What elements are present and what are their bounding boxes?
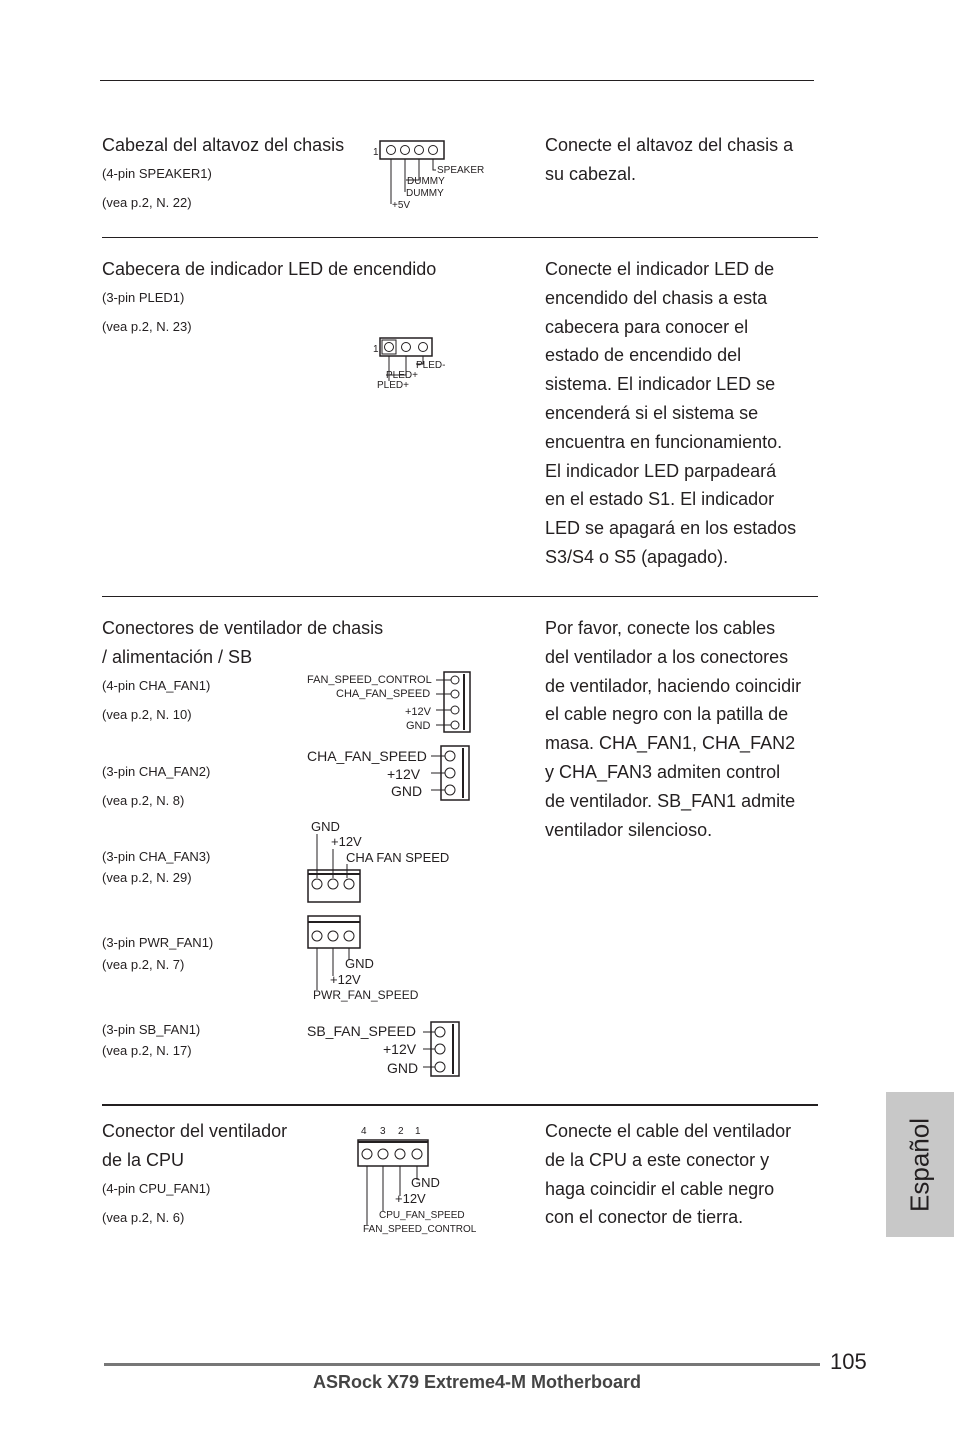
svg-text:DUMMY: DUMMY [407, 176, 445, 187]
pwr-fan1-pin: (3-pin PWR_FAN1) [102, 935, 214, 950]
svg-text:+12V: +12V [331, 834, 362, 849]
cha-fan2-ref: (vea p.2, N. 8) [102, 793, 185, 808]
cha-fan3-pin: (3-pin CHA_FAN3) [102, 849, 211, 864]
top-rule [100, 80, 814, 81]
pled-pin: (3-pin PLED1) [102, 290, 185, 305]
svg-text:DUMMY: DUMMY [406, 188, 444, 199]
cha-fan3-diagram [305, 818, 465, 906]
cpu-fan-diagram [355, 1122, 490, 1238]
speaker-header-diagram [370, 135, 490, 215]
svg-text:1: 1 [415, 1126, 421, 1137]
speaker-desc: Conecte el altavoz del chasis a su cabezal. [545, 135, 794, 184]
svg-text:GND: GND [311, 819, 340, 834]
sb-fan1-diagram [305, 1018, 470, 1080]
divider-2 [102, 596, 818, 597]
footer-title: ASRock X79 Extreme4-M Motherboard [312, 1372, 642, 1392]
svg-text:+12V: +12V [405, 706, 431, 718]
svg-text:GND: GND [391, 783, 423, 799]
svg-text:PWR_FAN_SPEED: PWR_FAN_SPEED [313, 988, 419, 1002]
pled-ref: (vea p.2, N. 23) [102, 319, 192, 334]
cha-fan1-diagram [305, 670, 477, 736]
cpu-fan-ref: (vea p.2, N. 6) [102, 1210, 185, 1225]
svg-text:1: 1 [373, 147, 379, 158]
language-tab-label: Español [904, 1117, 935, 1212]
svg-text:3: 3 [380, 1126, 386, 1137]
pled-header-diagram [370, 334, 460, 392]
svg-text:GND: GND [387, 1060, 419, 1076]
divider-1 [102, 237, 818, 238]
cha-fan2-diagram [305, 744, 475, 802]
pwr-fan1-ref: (vea p.2, N. 7) [102, 957, 185, 972]
svg-text:2: 2 [398, 1126, 404, 1137]
pwr-fan1-diagram [305, 914, 435, 1002]
svg-text:FAN_SPEED_CONTROL: FAN_SPEED_CONTROL [307, 674, 432, 686]
svg-text:+5V: +5V [392, 200, 411, 211]
speaker-title: Cabezal del altavoz del chasis [102, 135, 345, 155]
cha-fan3-ref: (vea p.2, N. 29) [102, 870, 192, 885]
footer-rule [104, 1363, 820, 1366]
fans-desc: Por favor, conecte los cables del ventilador a los conectores de ventilador, haciendo coincidir el cable negro con la patilla de masa. CHA_FAN1, CHA_FAN2 y CHA_FAN3 admiten control de ventilador. SB_FAN1 admite ventilador silencioso. [545, 618, 802, 840]
cha-fan1-pin: (4-pin CHA_FAN1) [102, 678, 211, 693]
svg-text:SB_FAN_SPEED: SB_FAN_SPEED [307, 1023, 416, 1039]
svg-text:CPU_FAN_SPEED: CPU_FAN_SPEED [379, 1210, 465, 1221]
pled-desc: Conecte el indicador LED de encendido del chasis a esta cabecera para conocer el estado de encendido del sistema. El indicador LED se encenderá si el sistema se encuentra en funcionamiento. El indicador LED parpadeará en el estado S1. El indicador LED se apagará en los estados S3/S4 o S5 (apagado). [545, 259, 797, 567]
cpu-fan-pin: (4-pin CPU_FAN1) [102, 1181, 211, 1196]
cha-fan1-ref: (vea p.2, N. 10) [102, 707, 192, 722]
svg-text:CHA_FAN_SPEED: CHA_FAN_SPEED [336, 688, 431, 700]
svg-text:CHA_FAN_SPEED: CHA_FAN_SPEED [307, 748, 427, 764]
language-tab [886, 1092, 954, 1237]
svg-text:FAN_SPEED_CONTROL: FAN_SPEED_CONTROL [363, 1224, 477, 1235]
svg-text:SPEAKER: SPEAKER [437, 165, 485, 176]
svg-text:PLED+: PLED+ [386, 370, 418, 381]
speaker-ref: (vea p.2, N. 22) [102, 195, 192, 210]
svg-text:CHA FAN SPEED: CHA FAN SPEED [346, 850, 450, 865]
divider-3 [102, 1104, 818, 1106]
fans-title: Conectores de ventilador de chasis / alimentación / SB [102, 618, 384, 667]
svg-text:GND: GND [411, 1175, 440, 1190]
speaker-pin: (4-pin SPEAKER1) [102, 166, 212, 181]
svg-text:+12V: +12V [387, 766, 421, 782]
cha-fan2-pin: (3-pin CHA_FAN2) [102, 764, 211, 779]
cpu-fan-desc: Conecte el cable del ventilador de la CPU a este conector y haga coincidir el cable negro con el conector de tierra. [545, 1121, 792, 1228]
svg-text:GND: GND [406, 720, 431, 732]
sb-fan1-pin: (3-pin SB_FAN1) [102, 1022, 201, 1037]
svg-text:GND: GND [345, 956, 374, 971]
svg-text:1: 1 [373, 344, 379, 355]
svg-text:PLED+: PLED+ [377, 380, 409, 391]
svg-text:PLED-: PLED- [416, 360, 446, 371]
svg-text:+12V: +12V [383, 1041, 417, 1057]
pled-title: Cabecera de indicador LED de encendido [102, 259, 437, 279]
svg-text:+12V: +12V [395, 1191, 426, 1206]
cpu-fan-title: Conector del ventilador de la CPU [102, 1121, 288, 1170]
svg-text:+12V: +12V [330, 972, 361, 987]
page-number: 105 [830, 1349, 867, 1374]
svg-text:4: 4 [361, 1126, 367, 1137]
sb-fan1-ref: (vea p.2, N. 17) [102, 1043, 192, 1058]
